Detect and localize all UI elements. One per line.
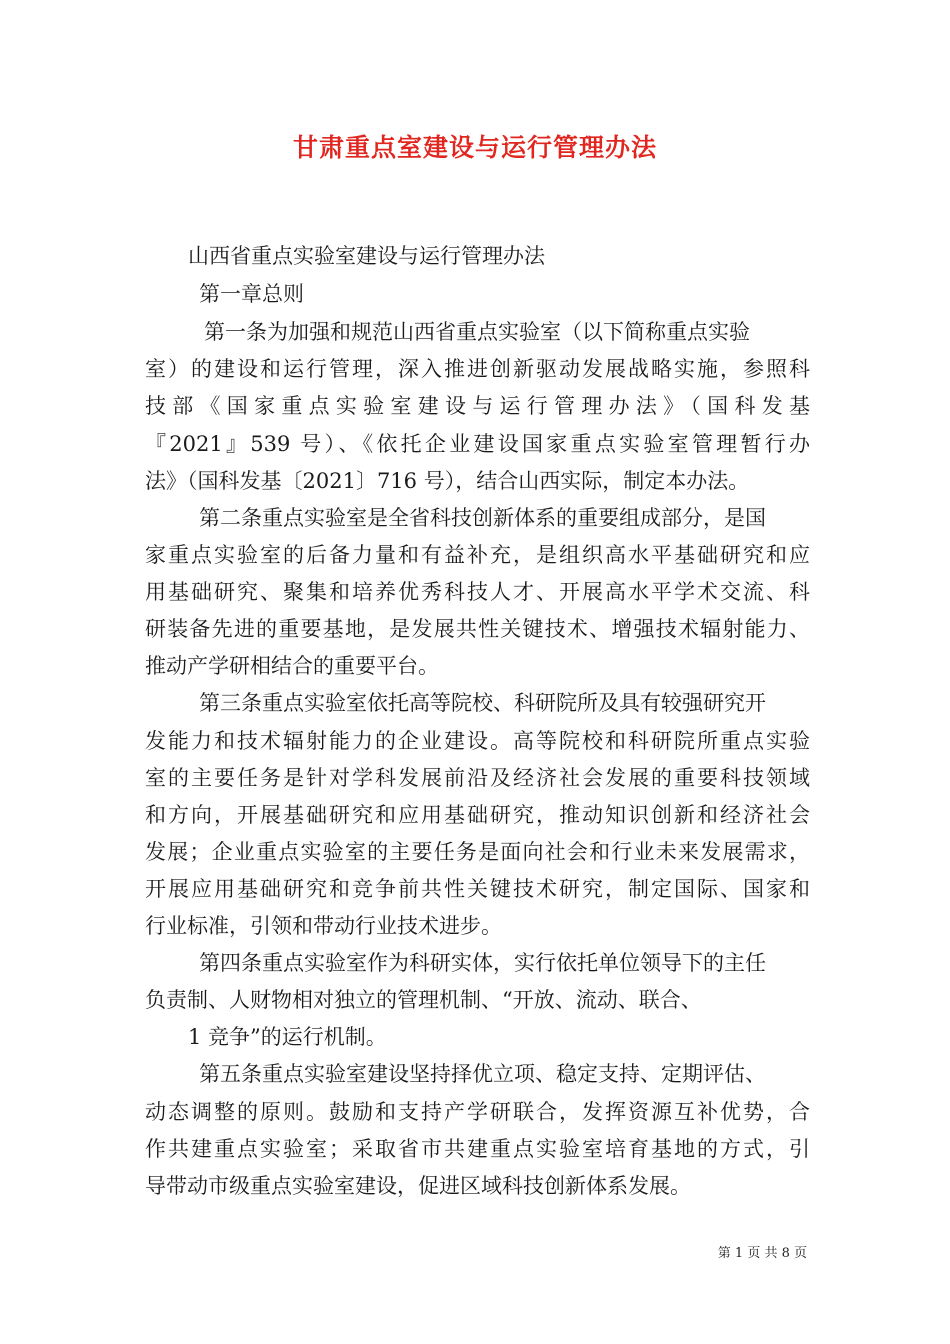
paragraph-line: 发能力和技术辐射能力的企业建设。高等院校和科研院所重点实验	[145, 729, 810, 753]
paragraph-line: 推动产学研相结合的重要平台。	[145, 654, 439, 678]
paragraph-line: 家重点实验室的后备力量和有益补充，是组织高水平基础研究和应	[145, 543, 810, 567]
paragraph-line: 动态调整的原则。鼓励和支持产学研联合，发挥资源互补优势，合	[145, 1100, 810, 1124]
paragraph-line: 负责制、人财物相对独立的管理机制、“开放、流动、联合、	[145, 988, 702, 1012]
paragraph-line: 室）的建设和运行管理，深入推进创新驱动发展战略实施，参照科	[145, 357, 810, 381]
paragraph-line: 第三条重点实验室依托高等院校、科研院所及具有较强研究开	[199, 691, 766, 715]
paragraph-line: 第五条重点实验室建设坚持择优立项、稳定支持、定期评估、	[199, 1062, 766, 1086]
paragraph-line: 1 竞争”的运行机制。	[188, 1025, 387, 1049]
paragraph-line: 室的主要任务是针对学科发展前沿及经济社会发展的重要科技领域	[145, 766, 810, 790]
document-title: 甘肃重点室建设与运行管理办法	[292, 133, 657, 162]
paragraph-line: 导带动市级重点实验室建设，促进区域科技创新体系发展。	[145, 1174, 691, 1198]
paragraph-line: 第四条重点实验室作为科研实体，实行依托单位领导下的主任	[199, 951, 766, 975]
page-number: 第 1 页 共 8 页	[717, 1246, 807, 1261]
paragraph-line: 作共建重点实验室；采取省市共建重点实验室培育基地的方式，引	[145, 1137, 810, 1161]
paragraph-line: 和方向，开展基础研究和应用基础研究，推动知识创新和经济社会	[145, 803, 810, 827]
paragraph-line: 开展应用基础研究和竞争前共性关键技术研究，制定国际、国家和	[145, 877, 810, 901]
subtitle-line: 山西省重点实验室建设与运行管理办法	[188, 244, 545, 268]
paragraph-line: 研装备先进的重要基地，是发展共性关键技术、增强技术辐射能力、	[145, 617, 810, 641]
paragraph-line: 第一条为加强和规范山西省重点实验室（以下简称重点实验	[204, 320, 750, 344]
paragraph-line: 第二条重点实验室是全省科技创新体系的重要组成部分，是国	[199, 506, 766, 530]
chapter-heading: 第一章总则	[199, 282, 304, 306]
paragraph-line: 法》（国科发基〔2021〕716 号），结合山西实际，制定本办法。	[145, 469, 750, 493]
paragraph-line: 『2021』539 号）、《依托企业建设国家重点实验室管理暂行办	[145, 432, 810, 456]
paragraph-line: 发展；企业重点实验室的主要任务是面向社会和行业未来发展需求，	[145, 840, 810, 864]
paragraph-line: 技部《国家重点实验室建设与运行管理办法》（国科发基	[145, 394, 810, 418]
paragraph-line: 用基础研究、聚集和培养优秀科技人才、开展高水平学术交流、科	[145, 580, 810, 604]
paragraph-line: 行业标准，引领和带动行业技术进步。	[145, 914, 502, 938]
